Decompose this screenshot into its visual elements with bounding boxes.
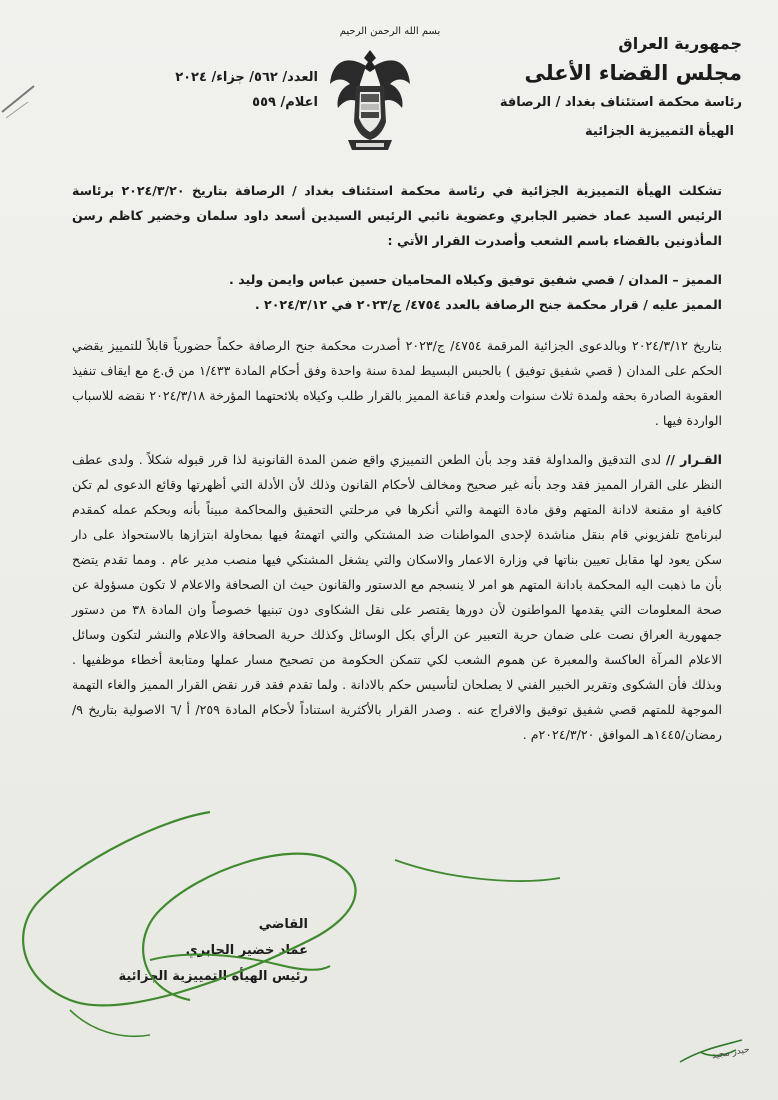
basmala-text: بسم الله الرحمن الرحيم [339, 26, 441, 37]
appellant-line: المميز – المدان / قصي شفيق توفيق وكيلاه المحاميان حسين عباس وايمن وليد . [229, 272, 722, 287]
notice-number: اعلام/ ٥٥٩ [252, 95, 318, 110]
iraq-eagle-emblem-icon [326, 44, 414, 156]
intro-paragraph: تشكلت الهيأة التمييزية الجزائية في رئاسة محكمة استئناف بغداد / الرصافة بتاريخ ٢٠٢٤/٣/٢٠ برئاسة الرئيس السيد عماد خضير الجابري وعضوية نائبي الرئيس السيدين أسعد داود سلمان وخضير كاظم رسن المأذونين بالقضاء باسم الشعب وأصدرت القرار الأتي : [72, 183, 722, 248]
court-header [472, 34, 742, 139]
judge-name: عماد خضير الجابري [185, 943, 308, 958]
reference-numbers [118, 70, 318, 120]
parties-section [72, 267, 722, 317]
council-name: مجلس القضاء الأعلى [524, 61, 742, 85]
decision-body [72, 178, 722, 747]
staple-mark [0, 82, 38, 122]
judge-signature-block [88, 912, 308, 990]
panel-name: الهيأة التمييزية الجزائية [585, 124, 734, 139]
decision-heading: القـرار // [665, 452, 722, 467]
initials-note: حيدر مجيد [710, 1044, 751, 1062]
judge-role: رئيس الهيأة التمييزية الجزائية [118, 969, 308, 984]
decision-paragraph [72, 447, 722, 747]
case-number: العدد/ ٥٦٢/ جزاء/ ٢٠٢٤ [175, 70, 318, 85]
judge-title: القاضي [258, 917, 308, 932]
facts-paragraph: بتاريخ ٢٠٢٤/٣/١٢ وبالدعوى الجزائية المرقمة ٤٧٥٤/ ج/٢٠٢٣ أصدرت محكمة جنح الرصافة حكماً حضورياً قابلاً للتمييز يقضي الحكم على المدان ( قصي شفيق توفيق ) بالحبس البسيط لمدة سنة واحدة وفق أحكام المادة ١/٤٣٣ من ق.ع مع ايقاف تنفيذ العقوبة الصادرة بحقه ولمدة ثلاث سنوات ولعدم قناعة المميز بالقرار طلب وكيلاه بلائحتهما المؤرخة ٢٠٢٤/٣/١٨ نقضه للاسباب الواردة فيها . [72, 338, 722, 428]
respondent-line: المميز عليه / قرار محكمة جنح الرصافة بالعدد ٤٧٥٤/ ج/٢٠٢٣ في ٢٠٢٤/٣/١٢ . [254, 297, 722, 312]
republic-name: جمهورية العراق [618, 34, 742, 53]
decision-text: لدى التدقيق والمداولة فقد وجد بأن الطعن التمييزي واقع ضمن المدة القانونية لذا قرر قبوله شكلاً . ولدى عطف النظر على القرار المميز فقد وجد بأنه غير صحيح ومخالف لأحكام القانون وذلك لأن الأدلة التي أظهرتها وقائع الدعوى لم تكن كافية او مقنعة لادانة المتهم وفق مادة التهمة والتي أنكرها في مرحلتي التحقيق والمحاكمة مبيناً بأنه وبحكم عمله كمقدم لبرنامج تلفزيوني قام بنقل مناشدة لإحدى المواطنات ضد المشتكي والتي اتهمتهُ فيها بمحاولة ابتزازها بالاستحواذ على دار سكن يعود لها مقابل تعيين بناتها في وزارة الاعمار والاسكان والتي يشغل المشتكي فيها منصب مدير عام . ومما تقدم يتضح بأن ما ذهبت اليه المحكمة بادانة المتهم هو امر لا ينسجم مع الدستور والقانون حيث ان الصحافة والاعلام لا تكون مسؤولة عن صحة المعلومات التي يقدمها المواطنون لأن دورها يقتصر على نقل الشكاوى دون تبنيها خصوصاً وان المادة ٣٨ من دستور جمهورية العراق نصت على ضمان حرية التعبير عن الرأي بكل الوسائل وكذلك حرية الصحافة والاعلام والنشر لتكون وسائل الاعلام المرآة العاكسة والمعبرة عن هموم الشعب لكي تتمكن الحكومة من تصحيح مسار عملها ومتابعة أخطاء موظفيها . وبذلك فأن الشكوى وتقرير الخبير الفني لا يصلحان لتأسيس حكم بالادانة . ولما تقدم فقد قرر نقض القرار المميز والغاء التهمة الموجهة للمتهم قصي شفيق توفيق والافراج عنه . وصدر القرار بالأكثرية استناداً لأحكام المادة ٢٥٩/ أ /٦ الاصولية بتاريخ ٩/ رمضان/١٤٤٥هـ الموافق ٢٠٢٤/٣/٢٠م . [72, 452, 723, 742]
presidency-name: رئاسة محكمة استئناف بغداد / الرصافة [499, 95, 742, 110]
